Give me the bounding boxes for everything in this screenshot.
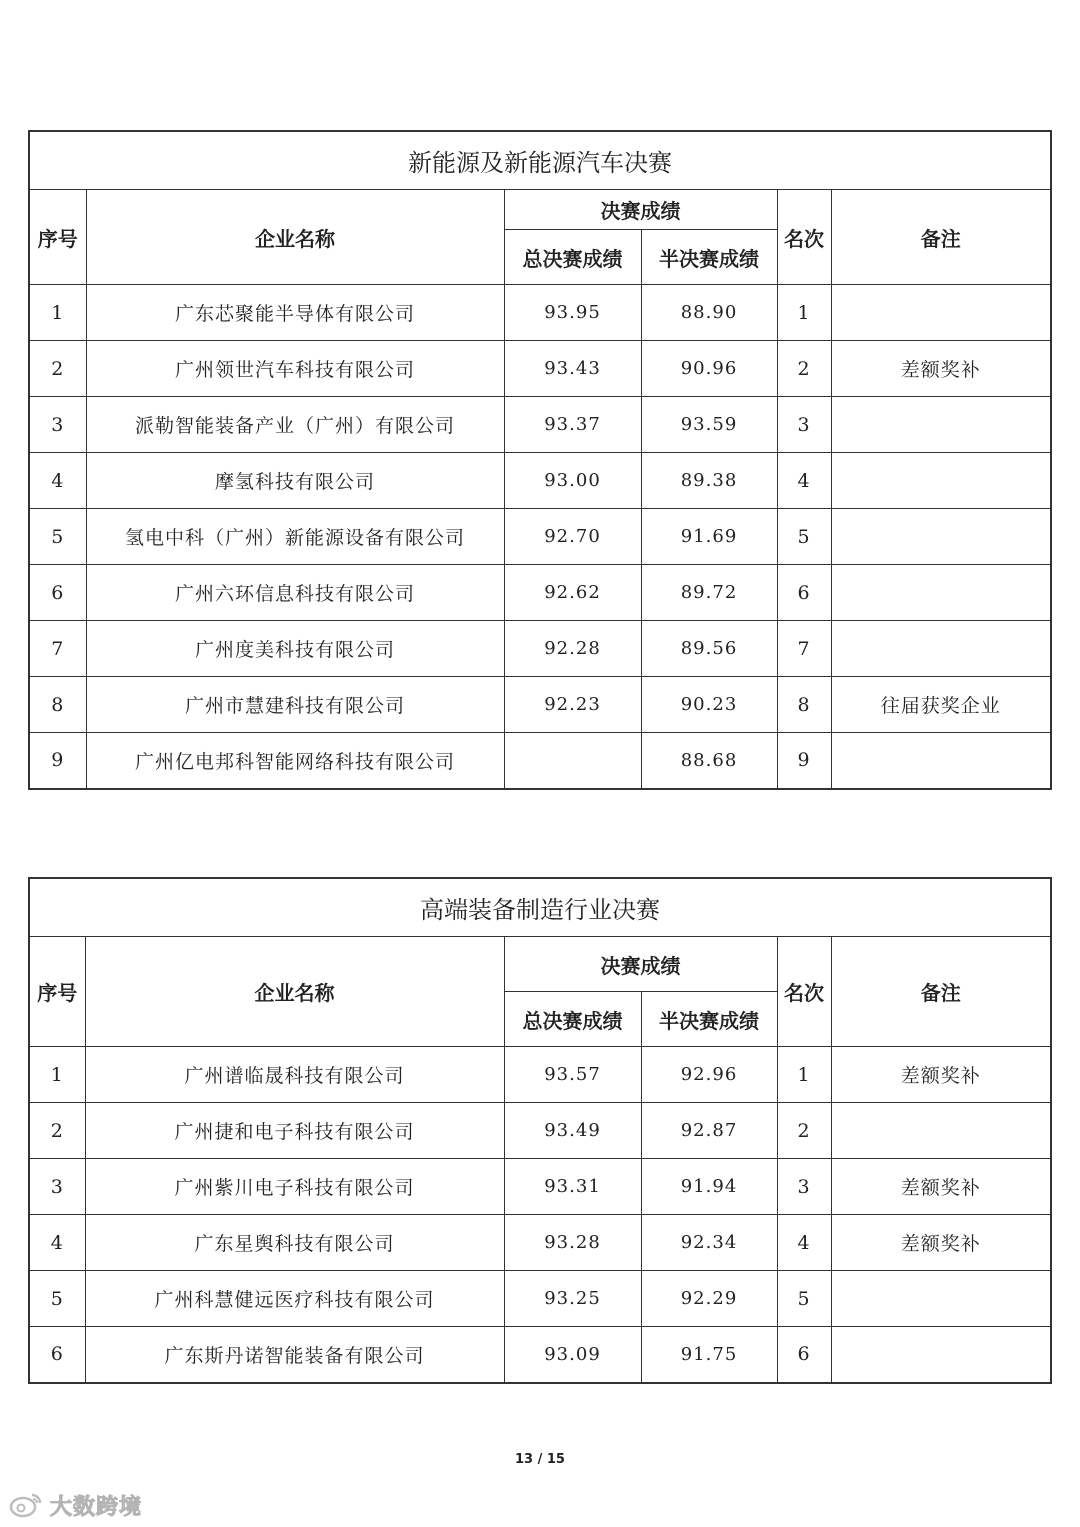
row-index: 4 [29,1215,85,1271]
company-name: 氢电中科（广州）新能源设备有限公司 [86,509,504,565]
row-index: 3 [29,397,86,453]
rank: 2 [777,1103,831,1159]
company-name: 广州科慧健远医疗科技有限公司 [85,1271,504,1327]
note [831,397,1051,453]
semi-score: 90.96 [641,341,777,397]
watermark-text: 大数跨境 [50,1494,143,1520]
table-title: 新能源及新能源汽车决赛 [29,131,1051,190]
note [831,509,1051,565]
note [831,733,1051,789]
results-table-new-energy [28,130,1052,790]
final-score: 92.62 [504,565,641,621]
note [831,621,1051,677]
note: 差额奖补 [831,1215,1051,1271]
note [831,565,1051,621]
header-index: 序号 [29,937,85,1047]
final-score: 93.49 [504,1103,641,1159]
rank: 1 [777,285,831,341]
final-score: 93.95 [504,285,641,341]
row-index: 1 [29,1047,85,1103]
header-company: 企业名称 [86,190,504,285]
table-row [29,1327,1051,1383]
header-rank: 名次 [777,190,831,285]
header-note: 备注 [831,937,1051,1047]
header-final-score: 总决赛成绩 [504,992,641,1047]
semi-score: 91.75 [641,1327,777,1383]
company-name: 广州市慧建科技有限公司 [86,677,504,733]
note [831,1271,1051,1327]
note [831,453,1051,509]
table-row [29,1159,1051,1215]
semi-score: 90.23 [641,677,777,733]
row-index: 2 [29,341,86,397]
table-row [29,453,1051,509]
table-row [29,509,1051,565]
final-score: 93.37 [504,397,641,453]
weibo-eye-logo-icon [8,1491,44,1519]
header-index: 序号 [29,190,86,285]
rank: 8 [777,677,831,733]
rank: 1 [777,1047,831,1103]
table-row [29,1215,1051,1271]
semi-score: 89.72 [641,565,777,621]
final-score: 92.23 [504,677,641,733]
table-row [29,1103,1051,1159]
note [831,1103,1051,1159]
final-score: 93.43 [504,341,641,397]
company-name: 广州紫川电子科技有限公司 [85,1159,504,1215]
note: 差额奖补 [831,341,1051,397]
rank: 5 [777,1271,831,1327]
header-scores: 决赛成绩 [504,190,777,230]
table-row [29,565,1051,621]
note: 差额奖补 [831,1159,1051,1215]
company-name: 广州谱临晟科技有限公司 [85,1047,504,1103]
note [831,1327,1051,1383]
rank: 2 [777,341,831,397]
row-index: 5 [29,1271,85,1327]
semi-score: 91.94 [641,1159,777,1215]
row-index: 9 [29,733,86,789]
table-title: 高端装备制造行业决赛 [29,878,1051,937]
row-index: 7 [29,621,86,677]
row-index: 1 [29,285,86,341]
final-score: 93.09 [504,1327,641,1383]
semi-score: 91.69 [641,509,777,565]
final-score: 93.31 [504,1159,641,1215]
rank: 7 [777,621,831,677]
rank: 3 [777,397,831,453]
row-index: 5 [29,509,86,565]
semi-score: 92.87 [641,1103,777,1159]
semi-score: 93.59 [641,397,777,453]
rank: 6 [777,565,831,621]
watermark [8,1488,142,1522]
semi-score: 89.56 [641,621,777,677]
final-score: 92.28 [504,621,641,677]
table-row [29,285,1051,341]
header-semi-score: 半决赛成绩 [641,230,777,285]
table-row [29,1271,1051,1327]
semi-score: 88.68 [641,733,777,789]
rank: 3 [777,1159,831,1215]
rank: 4 [777,1215,831,1271]
results-table-high-end-equipment [28,877,1052,1384]
table-row [29,677,1051,733]
final-score: 93.00 [504,453,641,509]
rank: 4 [777,453,831,509]
row-index: 2 [29,1103,85,1159]
final-score [504,733,641,789]
note: 差额奖补 [831,1047,1051,1103]
row-index: 4 [29,453,86,509]
note [831,285,1051,341]
final-score: 93.25 [504,1271,641,1327]
final-score: 93.28 [504,1215,641,1271]
header-company: 企业名称 [85,937,504,1047]
row-index: 8 [29,677,86,733]
table-row [29,621,1051,677]
company-name: 广东斯丹诺智能装备有限公司 [85,1327,504,1383]
header-final-score: 总决赛成绩 [504,230,641,285]
header-rank: 名次 [777,937,831,1047]
row-index: 6 [29,1327,85,1383]
table-row [29,397,1051,453]
semi-score: 92.34 [641,1215,777,1271]
table-row [29,1047,1051,1103]
row-index: 6 [29,565,86,621]
semi-score: 92.29 [641,1271,777,1327]
company-name: 广州领世汽车科技有限公司 [86,341,504,397]
final-score: 92.70 [504,509,641,565]
note: 往届获奖企业 [831,677,1051,733]
table-row [29,733,1051,789]
company-name: 广州亿电邦科智能网络科技有限公司 [86,733,504,789]
header-note: 备注 [831,190,1051,285]
rank: 6 [777,1327,831,1383]
company-name: 广东星舆科技有限公司 [85,1215,504,1271]
company-name: 广州捷和电子科技有限公司 [85,1103,504,1159]
semi-score: 92.96 [641,1047,777,1103]
header-scores: 决赛成绩 [504,937,777,992]
semi-score: 88.90 [641,285,777,341]
company-name: 广州六环信息科技有限公司 [86,565,504,621]
table-row [29,341,1051,397]
rank: 9 [777,733,831,789]
rank: 5 [777,509,831,565]
final-score: 93.57 [504,1047,641,1103]
company-name: 摩氢科技有限公司 [86,453,504,509]
semi-score: 89.38 [641,453,777,509]
page-number: 13 / 15 [515,1452,565,1467]
company-name: 派勒智能装备产业（广州）有限公司 [86,397,504,453]
company-name: 广东芯聚能半导体有限公司 [86,285,504,341]
company-name: 广州度美科技有限公司 [86,621,504,677]
row-index: 3 [29,1159,85,1215]
header-semi-score: 半决赛成绩 [641,992,777,1047]
